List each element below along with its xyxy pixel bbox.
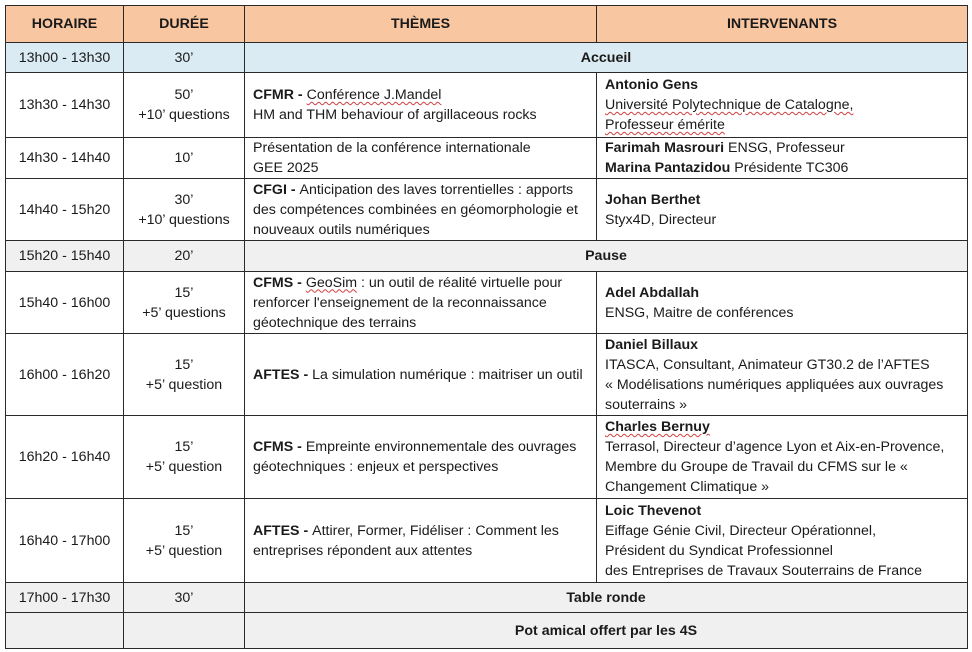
- theme-cell: [245, 272, 597, 334]
- duration-main: 15’: [174, 439, 194, 455]
- speaker-detail: « Modélisations numériques appliquées aux ouvrages souterrains »: [605, 376, 944, 413]
- theme-org: CFMS -: [253, 439, 306, 455]
- header-horaire: HORAIRE: [6, 6, 124, 43]
- duration-extra: +10’ questions: [138, 107, 230, 123]
- table-row: [6, 179, 968, 241]
- theme-line: GEE 2025: [253, 160, 319, 176]
- session-title: Table ronde: [245, 583, 968, 613]
- speaker-detail: Université Polytechnique de Catalogne,: [605, 97, 854, 113]
- time-cell: 16h40 - 17h00: [6, 499, 124, 583]
- duration-cell: 30’: [124, 43, 245, 73]
- duration-cell: 30’: [124, 583, 245, 613]
- speaker-cell: [597, 138, 968, 179]
- theme-text: Anticipation des laves torrentielles : apports des compétences combinées en géomorphologie et nouveaux outils numériques: [253, 181, 578, 238]
- speaker-name: Antonio Gens: [605, 77, 699, 93]
- time-cell: 17h00 - 17h30: [6, 583, 124, 613]
- table-row: [6, 416, 968, 499]
- table-row: [6, 138, 968, 179]
- time-cell: [6, 613, 124, 649]
- speaker-detail: des Entreprises de Travaux Souterrains de France: [605, 562, 923, 579]
- duration-cell: [124, 179, 245, 241]
- speaker-name: Farimah Masrouri: [605, 140, 725, 156]
- duration-main: 15’: [174, 356, 194, 373]
- speaker-detail: Styx4D, Directeur: [605, 211, 717, 228]
- speaker-name: Loic Thevenot: [605, 502, 702, 519]
- time-cell: 14h40 - 15h20: [6, 179, 124, 241]
- duration-extra: +5’ question: [145, 376, 223, 393]
- theme-line: Présentation de la conférence internationale: [253, 140, 531, 156]
- speaker-cell: [597, 416, 968, 499]
- table-row: [6, 73, 968, 138]
- program-table: [5, 5, 968, 649]
- theme-line: HM and THM behaviour of argillaceous rocks: [253, 107, 537, 123]
- theme-text: Attirer, Former, Fidéliser : Comment les entreprises répondent aux attentes: [253, 522, 559, 559]
- header-row: [6, 6, 968, 43]
- theme-line: Conférence J.Mandel: [306, 87, 442, 103]
- speaker-detail: Présidente TC306: [730, 160, 849, 176]
- table-row-pause: [6, 241, 968, 272]
- duration-cell: [124, 416, 245, 499]
- table-row-table-ronde: [6, 583, 968, 613]
- table-row-accueil: [6, 43, 968, 73]
- theme-text: Empreinte environnementale des ouvrages géotechniques : enjeux et perspectives: [253, 439, 577, 475]
- speaker-name: Adel Abdallah: [605, 284, 700, 301]
- theme-cell: [245, 73, 597, 138]
- time-cell: 13h00 - 13h30: [6, 43, 124, 73]
- time-cell: 16h20 - 16h40: [6, 416, 124, 499]
- theme-cell: [245, 416, 597, 499]
- speaker-detail: Eiffage Génie Civil, Directeur Opérationnel,: [605, 522, 877, 539]
- theme-org: AFTES -: [253, 366, 313, 383]
- theme-text: La simulation numérique : maitriser un outil: [312, 366, 583, 383]
- duration-extra: +10’ questions: [138, 211, 230, 228]
- speaker-cell: [597, 334, 968, 416]
- theme-cell: [245, 499, 597, 583]
- time-cell: 15h20 - 15h40: [6, 241, 124, 272]
- table-row: [6, 499, 968, 583]
- table-row-pot-amical: [6, 613, 968, 649]
- duration-cell: [124, 272, 245, 334]
- session-title: Pot amical offert par les 4S: [245, 613, 968, 649]
- header-intervenants: INTERVENANTS: [597, 6, 968, 43]
- time-cell: 14h30 - 14h40: [6, 138, 124, 179]
- speaker-cell: [597, 73, 968, 138]
- theme-org: AFTES -: [253, 522, 313, 539]
- session-title: Pause: [245, 241, 968, 272]
- speaker-cell: [597, 179, 968, 241]
- duration-main: 15’: [174, 522, 194, 539]
- duration-cell: 10’: [124, 138, 245, 179]
- theme-text: : un outil de réalité virtuelle pour renforcer l'enseignement de la reconnaissance géotechnique des terrains: [253, 274, 563, 331]
- duration-cell: [124, 613, 245, 649]
- duration-extra: +5’ question: [145, 542, 223, 559]
- theme-org: CFGI -: [253, 181, 300, 198]
- header-duree: DURÉE: [124, 6, 245, 43]
- theme-cell: [245, 138, 597, 179]
- theme-word: GeoSim: [305, 274, 358, 291]
- time-cell: 13h30 - 14h30: [6, 73, 124, 138]
- time-cell: 15h40 - 16h00: [6, 272, 124, 334]
- theme-cell: [245, 334, 597, 416]
- duration-main: 15’: [174, 284, 194, 301]
- duration-extra: +5’ question: [145, 459, 223, 475]
- speaker-cell: [597, 272, 968, 334]
- table-row: [6, 334, 968, 416]
- header-themes: THÈMES: [245, 6, 597, 43]
- speaker-cell: [597, 499, 968, 583]
- theme-org: CFMR -: [253, 87, 307, 103]
- theme-cell: [245, 179, 597, 241]
- duration-main: 50’: [174, 87, 194, 103]
- time-cell: 16h00 - 16h20: [6, 334, 124, 416]
- speaker-name: Charles Bernuy: [605, 419, 710, 435]
- duration-cell: [124, 73, 245, 138]
- speaker-name: Johan Berthet: [605, 191, 701, 208]
- speaker-detail: ENSG, Professeur: [724, 140, 845, 156]
- speaker-detail: ENSG, Maitre de conférences: [605, 304, 794, 321]
- theme-org: CFMS -: [253, 274, 306, 291]
- speaker-name: Daniel Billaux: [605, 336, 699, 353]
- speaker-detail: ITASCA, Consultant, Animateur GT30.2 de l’AFTES: [605, 356, 930, 373]
- duration-cell: [124, 499, 245, 583]
- speaker-detail: Terrasol, Directeur d’agence Lyon et Aix-en-Provence, Membre du Groupe de Travail du CFMS sur le « Changement Climatique »: [605, 439, 945, 495]
- speaker-detail: Président du Syndicat Professionnel: [605, 542, 833, 559]
- speaker-name: Marina Pantazidou: [605, 160, 731, 176]
- duration-main: 30’: [174, 191, 194, 208]
- duration-cell: [124, 334, 245, 416]
- table-row: [6, 272, 968, 334]
- session-title: Accueil: [245, 43, 968, 73]
- speaker-detail: Professeur émérite: [605, 117, 725, 133]
- duration-cell: 20’: [124, 241, 245, 272]
- duration-extra: +5’ questions: [142, 304, 226, 321]
